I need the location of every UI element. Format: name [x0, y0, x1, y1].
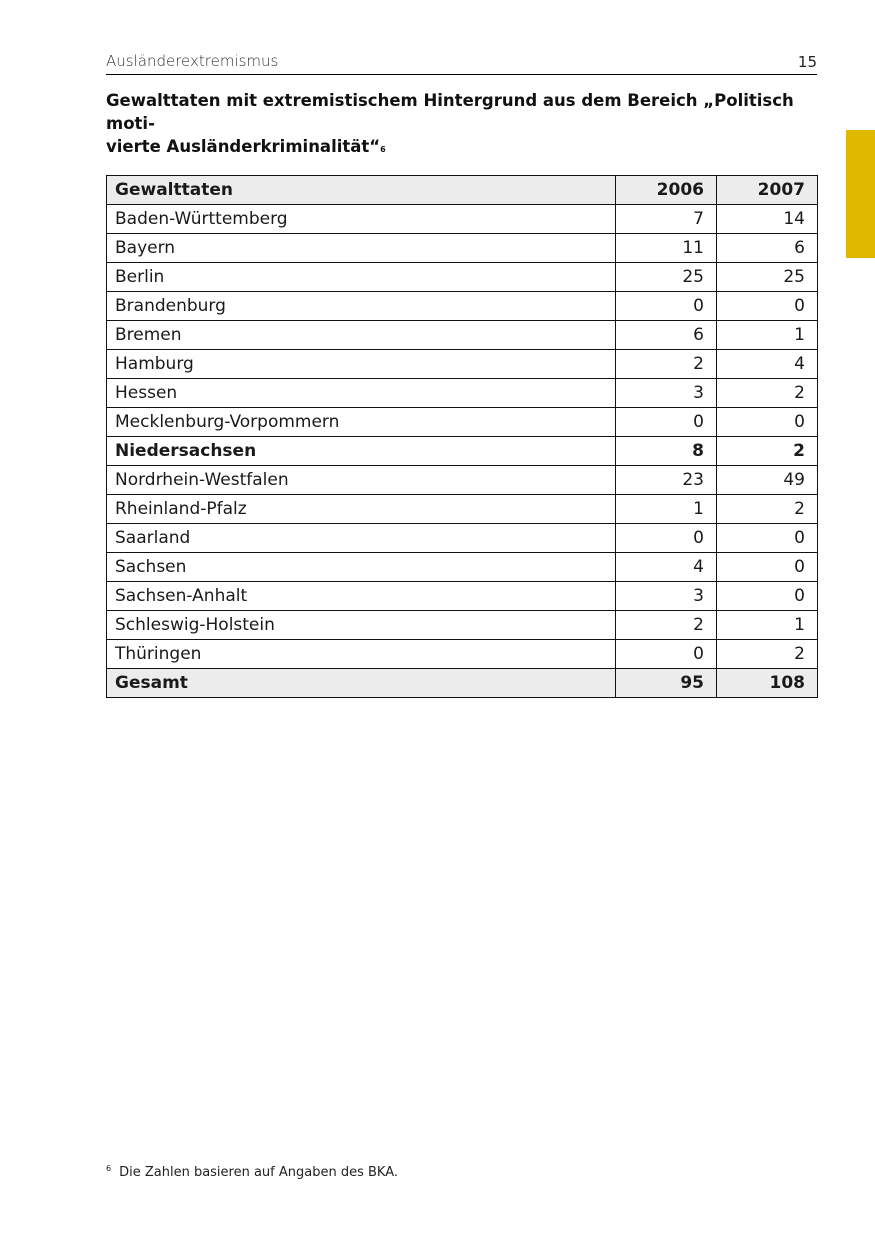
cell-2007: 0 [717, 408, 818, 437]
running-header [106, 50, 817, 75]
cell-2006: 0 [616, 640, 717, 669]
heading-line-2-text: vierte Ausländerkriminalität“ [106, 137, 381, 156]
table-row [107, 582, 818, 611]
cell-2007: 25 [717, 263, 818, 292]
total-label: Gesamt [107, 669, 616, 698]
cell-2006: 11 [616, 234, 717, 263]
column-header-2007: 2007 [717, 176, 818, 205]
cell-2007: 2 [717, 437, 818, 466]
cell-land: Thüringen [107, 640, 616, 669]
cell-2006: 3 [616, 379, 717, 408]
cell-2006: 0 [616, 524, 717, 553]
cell-land: Bayern [107, 234, 616, 263]
table-row [107, 205, 818, 234]
cell-land: Hessen [107, 379, 616, 408]
table-body [107, 205, 818, 669]
cell-2007: 2 [717, 495, 818, 524]
table-row [107, 408, 818, 437]
cell-land: Rheinland-Pfalz [107, 495, 616, 524]
cell-land: Brandenburg [107, 292, 616, 321]
cell-2007: 4 [717, 350, 818, 379]
heading-line-2 [106, 135, 796, 158]
cell-2006: 0 [616, 292, 717, 321]
cell-land: Sachsen [107, 553, 616, 582]
table-row [107, 321, 818, 350]
running-title: Ausländerextremismus [106, 52, 279, 70]
footnote [106, 1165, 398, 1180]
cell-2007: 1 [717, 321, 818, 350]
cell-2006: 2 [616, 350, 717, 379]
table-row [107, 640, 818, 669]
chapter-tab-marker [846, 130, 875, 258]
cell-2006: 4 [616, 553, 717, 582]
cell-land: Baden-Württemberg [107, 205, 616, 234]
table-row [107, 495, 818, 524]
cell-land: Saarland [107, 524, 616, 553]
cell-land: Niedersachsen [107, 437, 616, 466]
cell-2006: 8 [616, 437, 717, 466]
table-row [107, 263, 818, 292]
footnote-reference[interactable]: 6 [380, 145, 386, 154]
cell-land: Sachsen-Anhalt [107, 582, 616, 611]
cell-2006: 6 [616, 321, 717, 350]
total-2007: 108 [717, 669, 818, 698]
cell-2007: 14 [717, 205, 818, 234]
cell-2006: 2 [616, 611, 717, 640]
cell-2007: 0 [717, 553, 818, 582]
cell-land: Nordrhein-Westfalen [107, 466, 616, 495]
cell-2007: 2 [717, 640, 818, 669]
heading-line-1: Gewalttaten mit extremistischem Hintergrund aus dem Bereich „Politisch moti- [106, 91, 794, 133]
page-number: 15 [797, 53, 817, 71]
cell-2007: 2 [717, 379, 818, 408]
table-row [107, 611, 818, 640]
footnote-text: Die Zahlen basieren auf Angaben des BKA. [119, 1165, 399, 1180]
cell-2007: 0 [717, 292, 818, 321]
table-header-row [107, 176, 818, 205]
cell-2006: 25 [616, 263, 717, 292]
table-row [107, 524, 818, 553]
footnote-marker: 6 [106, 1164, 112, 1173]
cell-2007: 0 [717, 582, 818, 611]
section-heading [106, 89, 796, 158]
table-row [107, 553, 818, 582]
table-row [107, 466, 818, 495]
column-header-2006: 2006 [616, 176, 717, 205]
cell-2006: 23 [616, 466, 717, 495]
table-row [107, 292, 818, 321]
cell-2007: 0 [717, 524, 818, 553]
cell-2006: 3 [616, 582, 717, 611]
table-total-row [107, 669, 818, 698]
table-row [107, 350, 818, 379]
table-row [107, 379, 818, 408]
table-row [107, 234, 818, 263]
cell-2006: 1 [616, 495, 717, 524]
cell-land: Hamburg [107, 350, 616, 379]
column-header-gewalttaten: Gewalttaten [107, 176, 616, 205]
table-row [107, 437, 818, 466]
cell-2006: 0 [616, 408, 717, 437]
cell-land: Schleswig-Holstein [107, 611, 616, 640]
cell-2007: 1 [717, 611, 818, 640]
cell-land: Berlin [107, 263, 616, 292]
cell-2007: 49 [717, 466, 818, 495]
cell-land: Mecklenburg-Vorpommern [107, 408, 616, 437]
cell-2006: 7 [616, 205, 717, 234]
statistics-table [106, 175, 818, 698]
cell-land: Bremen [107, 321, 616, 350]
cell-2007: 6 [717, 234, 818, 263]
total-2006: 95 [616, 669, 717, 698]
